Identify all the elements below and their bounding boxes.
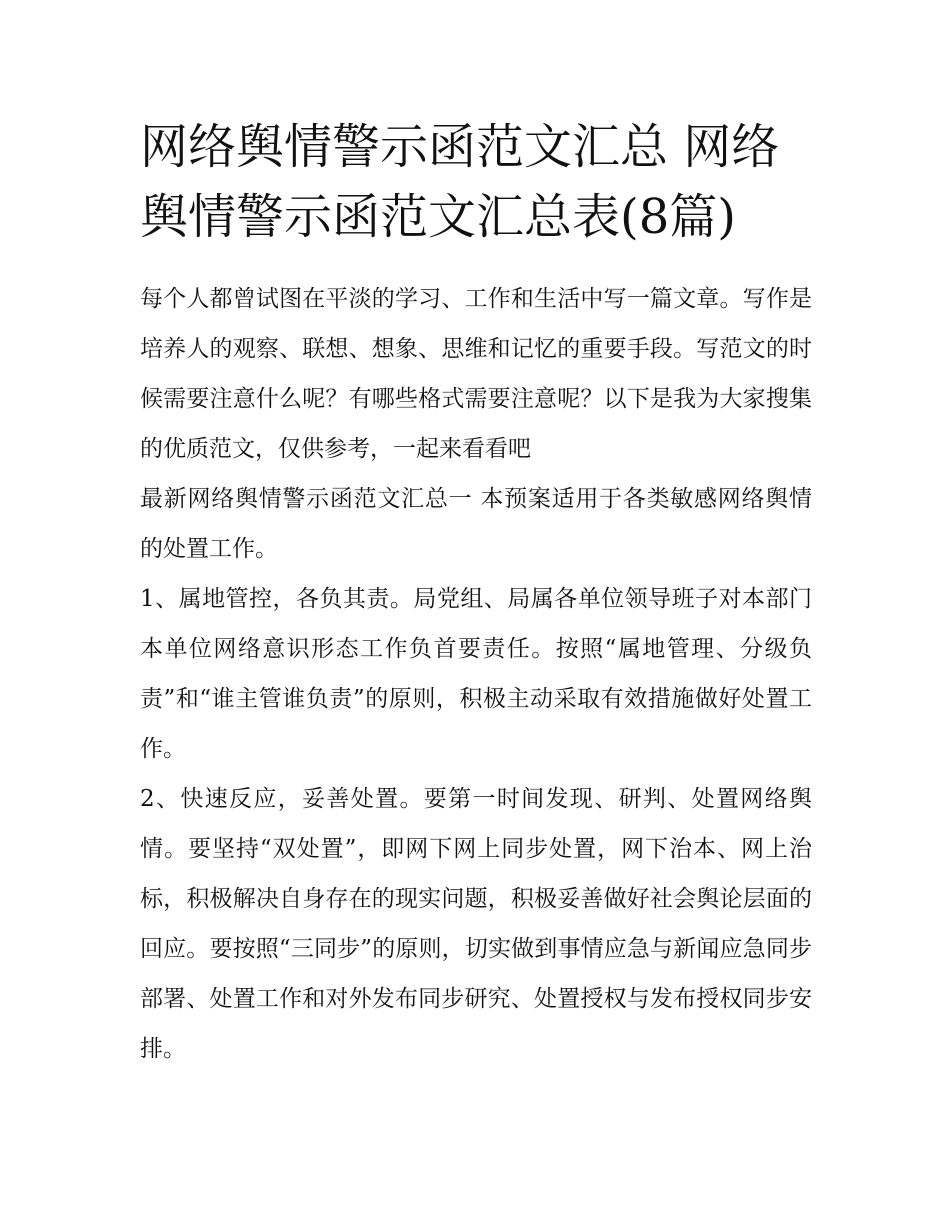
document-title: 网络舆情警示函范文汇总 网络舆情警示函范文汇总表(8篇) — [140, 119, 780, 245]
intro-paragraph: 每个人都曾试图在平淡的学习、工作和生活中写一篇文章。写作是培养人的观察、联想、想象、思维和记忆的重要手段。写范文的时候需要注意什么呢？有哪些格式需要注意呢？以下是我为大家搜集的优质范文，仅供参考，一起来看看吧 — [140, 286, 812, 462]
item-one-paragraph: 1、属地管控，各负其责。局党组、局属各单位领导班子对本部门本单位网络意识形态工作负首要责任。按照“属地管理、分级负责”和“谁主管谁负责”的原则，积极主动采取有效措施做好处置工作。 — [140, 586, 812, 762]
document-page — [140, 112, 812, 1074]
section-one-paragraph: 最新网络舆情警示函范文汇总一 本预案适用于各类敏感网络舆情的处置工作。 — [140, 486, 812, 562]
item-two-paragraph: 2、快速反应，妥善处置。要第一时间发现、研判、处置网络舆情。要坚持“双处置”，即网下网上同步处置，网下治本、网上治标，积极解决自身存在的现实问题，积极妥善做好社会舆论层面的回应。要按照“三同步”的原则，切实做到事情应急与新闻应急同步部署、处置工作和对外发布同步研究、处置授权与发布授权同步安排。 — [140, 786, 812, 1062]
